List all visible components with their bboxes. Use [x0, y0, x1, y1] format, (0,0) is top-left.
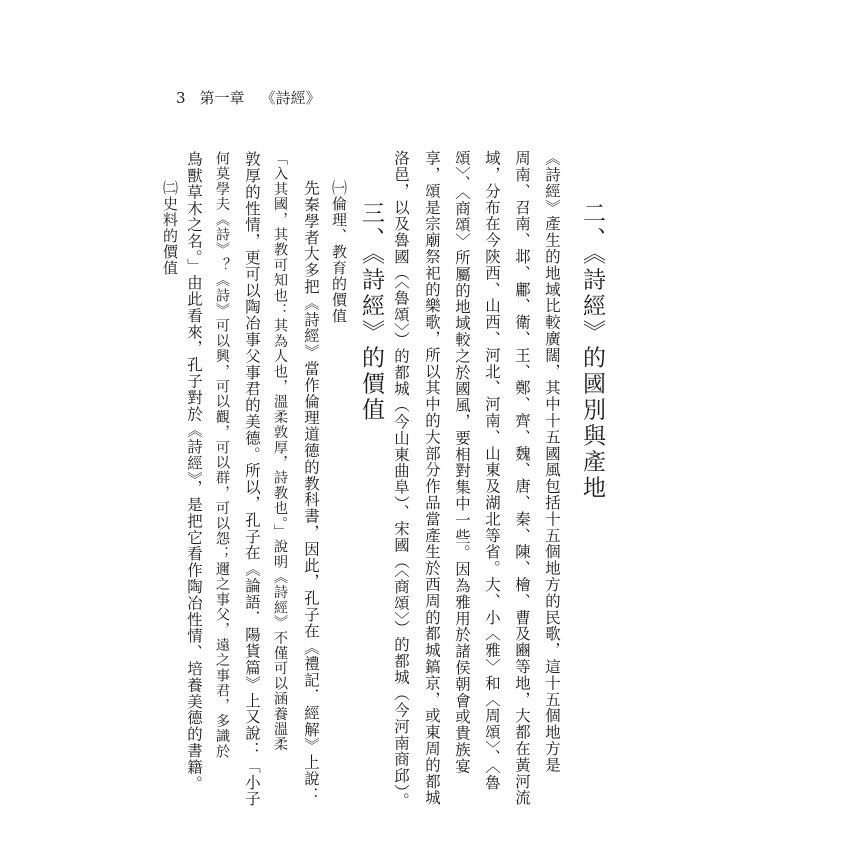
page-header — [176, 88, 321, 108]
text-column: 域，分布在今陝西、山西、河北、河南、山東及湖北等省。大、小〈雅〉和〈周頌〉、〈魯 — [483, 150, 501, 791]
text-column: 先秦學者大多把《詩經》當作倫理道德的教科書，因此，孔子在《禮記．經解》上說： — [302, 180, 320, 804]
text-column: 《詩經》產生的地域比較廣闊，其中十五國風包括十五個地方的民歌，這十五個地方是 — [543, 150, 561, 774]
section-heading-3: 三、《詩經》的價值 — [358, 201, 384, 424]
section-heading-2: 二、《詩經》的國別與產地 — [579, 201, 605, 502]
text-column: 敦厚的性情，更可以陶冶事父事君的美德。所以，孔子在《論語．陽貨篇》上又說：「小子 — [243, 151, 261, 807]
text-column: 「入其國，其教可知也：其為人也，溫柔敦厚，詩教也。」說明《詩經》不僅可以涵養溫柔 — [272, 151, 288, 752]
subsection-heading-1: ㈠倫理、教育的價值 — [330, 180, 348, 324]
text-column: 何莫學夫《詩》？《詩》可以興，可以觀，可以群，可以怨；邇之事父，遠之事君，多識於 — [214, 151, 230, 759]
text-column: 洛邑，以及魯國（〈魯頌〉）的都城（今山東曲阜）、宋國（〈商頌〉）的都城（今河南商邱）。 — [392, 150, 410, 809]
text-column: 享，頌是宗廟祭祀的樂歌，所以其中的大部分作品當產生於西周的都城鎬京，或東周的都城 — [423, 150, 441, 806]
chapter-label: 第一章 — [199, 89, 245, 107]
chapter-title: 《詩經》 — [260, 89, 321, 107]
subsection-heading-2: ㈡史料的價值 — [161, 180, 179, 276]
text-column: 周南、召南、邶、鄘、衛、王、鄭、齊、魏、唐、秦、陳、檜、曹及豳等地，大都在黃河流 — [513, 150, 531, 806]
text-column: 鳥獸草木之名。」由此看來，孔子對於《詩經》，是把它看作陶冶性情、培養美德的書籍。 — [185, 151, 203, 792]
page-number: 3 — [176, 89, 186, 107]
text-column: 頌〉、〈商頌〉所屬的地域較之於國風，要相對集中一些。因為雅用於諸侯朝會或貴族宴 — [453, 150, 471, 775]
